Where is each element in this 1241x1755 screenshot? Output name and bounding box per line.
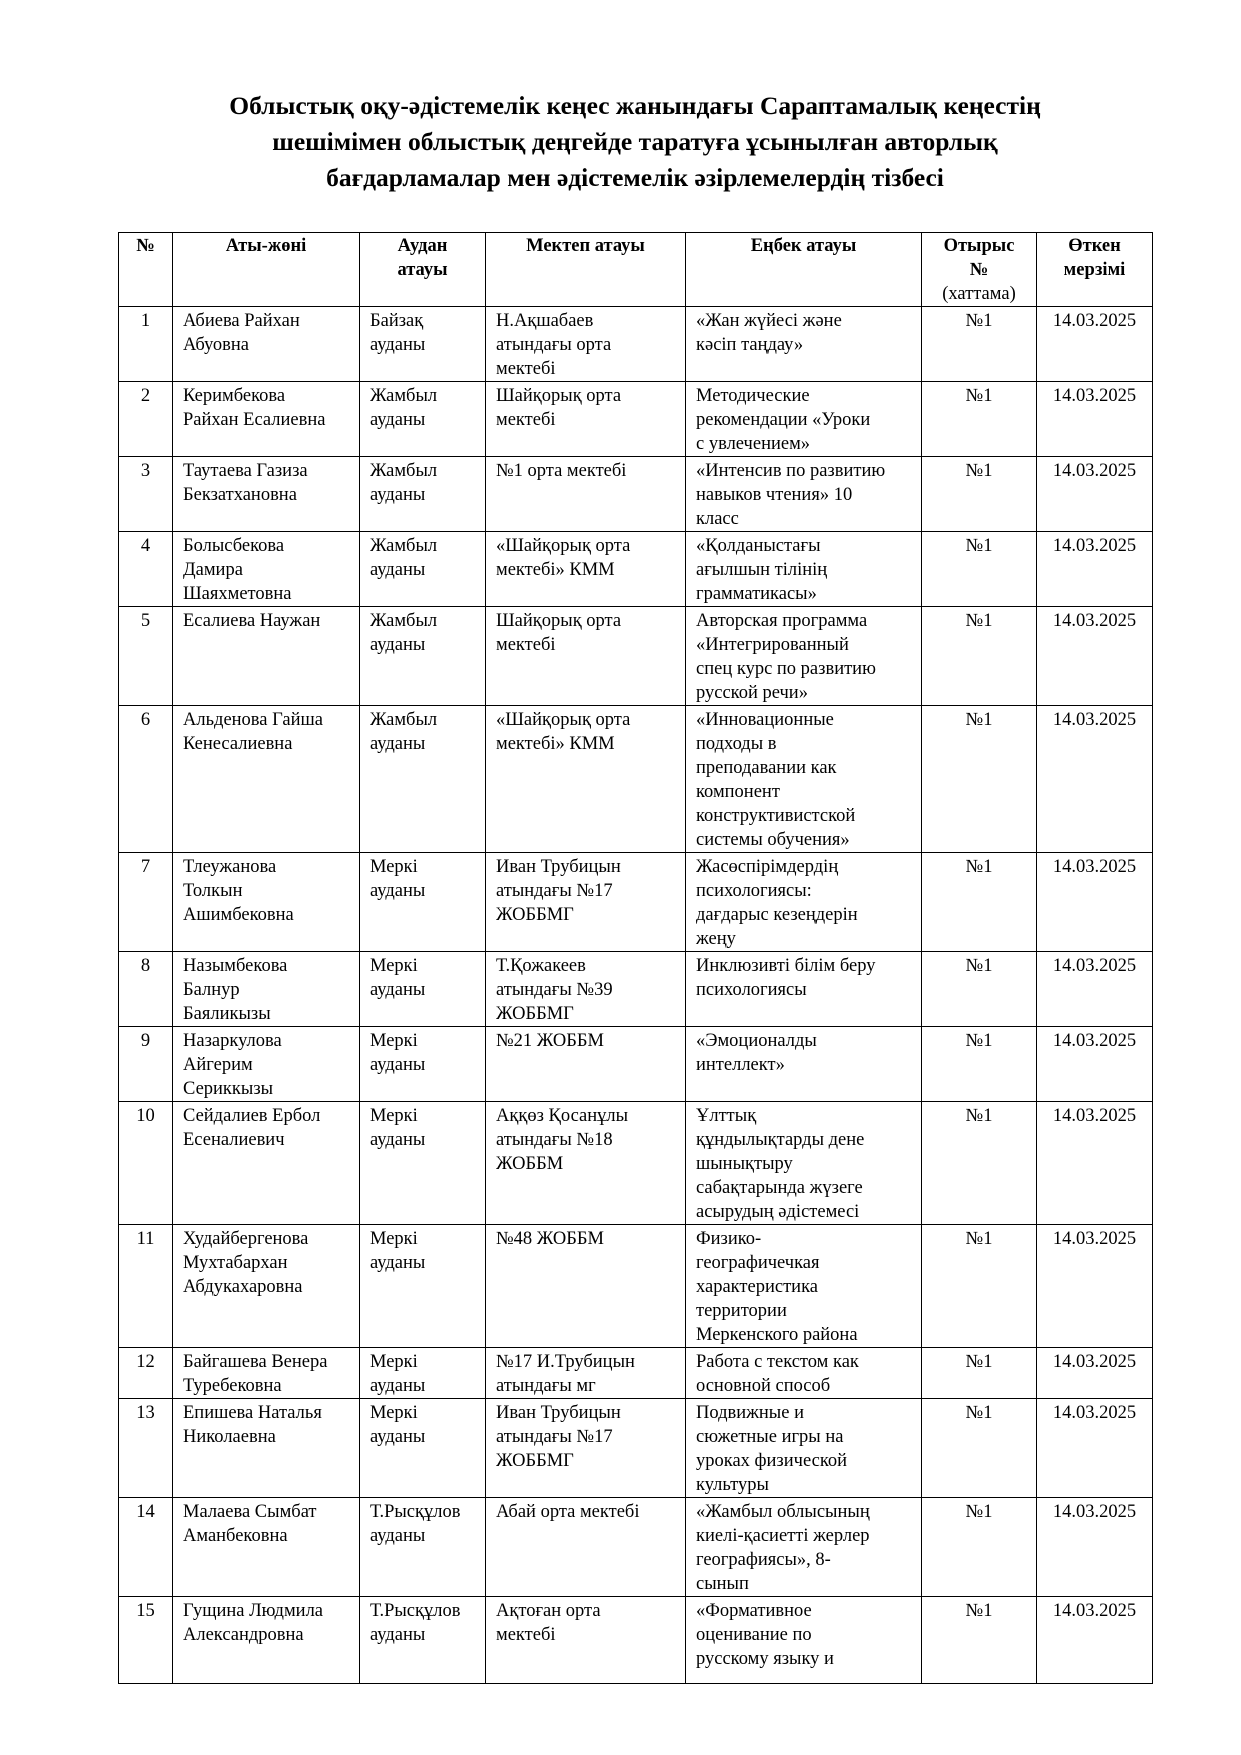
table-row	[119, 952, 1153, 1027]
cell-date: 14.03.2025	[1037, 853, 1153, 952]
header-date: Өткен мерзімі	[1037, 233, 1153, 307]
cell-num: 11	[119, 1225, 173, 1348]
cell-name: Малаева Сымбат Аманбековна	[173, 1498, 360, 1597]
cell-date: 14.03.2025	[1037, 1027, 1153, 1102]
table-body	[119, 307, 1153, 1684]
table-header-row	[119, 233, 1153, 307]
table-row	[119, 1027, 1153, 1102]
cell-date: 14.03.2025	[1037, 1102, 1153, 1225]
title-line-2: шешімімен облыстық деңгейде таратуға ұсынылған авторлық	[272, 127, 998, 156]
cell-protocol: №1	[922, 1498, 1037, 1597]
table-row	[119, 1597, 1153, 1684]
cell-school: №17 И.Трубицын атындағы мг	[486, 1348, 686, 1399]
cell-district: Меркі ауданы	[360, 1027, 486, 1102]
cell-school: Т.Қожакеев атындағы №39 ЖОББМГ	[486, 952, 686, 1027]
cell-protocol: №1	[922, 457, 1037, 532]
cell-num: 12	[119, 1348, 173, 1399]
cell-school: «Шайқорық орта мектебі» КММ	[486, 706, 686, 853]
cell-protocol: №1	[922, 607, 1037, 706]
cell-date: 14.03.2025	[1037, 952, 1153, 1027]
cell-date: 14.03.2025	[1037, 1498, 1153, 1597]
cell-protocol: №1	[922, 1102, 1037, 1225]
header-num: №	[119, 233, 173, 307]
cell-num: 1	[119, 307, 173, 382]
cell-name: Байгашева Венера Туребековна	[173, 1348, 360, 1399]
cell-date: 14.03.2025	[1037, 1225, 1153, 1348]
cell-date: 14.03.2025	[1037, 382, 1153, 457]
cell-name: Худайбергенова Мухтабархан Абдукахаровна	[173, 1225, 360, 1348]
cell-date: 14.03.2025	[1037, 532, 1153, 607]
table-row	[119, 307, 1153, 382]
cell-school: Иван Трубицын атындағы №17 ЖОББМГ	[486, 853, 686, 952]
cell-num: 2	[119, 382, 173, 457]
table-row	[119, 706, 1153, 853]
cell-name: Альденова Гайша Кенесалиевна	[173, 706, 360, 853]
header-district: Аудан атауы	[360, 233, 486, 307]
cell-num: 6	[119, 706, 173, 853]
cell-work: «Эмоционалды интеллект»	[686, 1027, 922, 1102]
cell-num: 15	[119, 1597, 173, 1684]
cell-district: Меркі ауданы	[360, 1102, 486, 1225]
cell-protocol: №1	[922, 1027, 1037, 1102]
cell-work: «Жан жүйесі және кәсіп таңдау»	[686, 307, 922, 382]
cell-name: Сейдалиев Ербол Есеналиевич	[173, 1102, 360, 1225]
cell-protocol: №1	[922, 952, 1037, 1027]
cell-name: Керимбекова Райхан Есалиевна	[173, 382, 360, 457]
cell-work: «Формативное оценивание по русскому языку и	[686, 1597, 922, 1684]
cell-school: «Шайқорық орта мектебі» КММ	[486, 532, 686, 607]
cell-district: Меркі ауданы	[360, 853, 486, 952]
cell-date: 14.03.2025	[1037, 706, 1153, 853]
cell-school: Иван Трубицын атындағы №17 ЖОББМГ	[486, 1399, 686, 1498]
cell-district: Жамбыл ауданы	[360, 706, 486, 853]
cell-work: Физико- географичечкая характеристика территории Меркенского района	[686, 1225, 922, 1348]
cell-name: Назымбекова Балнур Баяликызы	[173, 952, 360, 1027]
cell-district: Меркі ауданы	[360, 1348, 486, 1399]
cell-work: Методические рекомендации «Уроки с увлечением»	[686, 382, 922, 457]
cell-district: Т.Рысқұлов ауданы	[360, 1498, 486, 1597]
cell-work: «Интенсив по развитию навыков чтения» 10 класс	[686, 457, 922, 532]
cell-date: 14.03.2025	[1037, 1348, 1153, 1399]
cell-date: 14.03.2025	[1037, 307, 1153, 382]
cell-school: Аққөз Қосанұлы атындағы №18 ЖОББМ	[486, 1102, 686, 1225]
table-row	[119, 853, 1153, 952]
cell-num: 10	[119, 1102, 173, 1225]
cell-protocol: №1	[922, 1597, 1037, 1684]
cell-school: Шайқорық орта мектебі	[486, 382, 686, 457]
cell-school: №1 орта мектебі	[486, 457, 686, 532]
cell-district: Т.Рысқұлов ауданы	[360, 1597, 486, 1684]
cell-district: Байзақ ауданы	[360, 307, 486, 382]
cell-name: Абиева Райхан Абуовна	[173, 307, 360, 382]
header-protocol: Отырыс № (хаттама)	[922, 233, 1037, 307]
table-row	[119, 532, 1153, 607]
cell-school: №48 ЖОББМ	[486, 1225, 686, 1348]
cell-work: «Инновационные подходы в преподавании как компонент конструктивистской системы обучения»	[686, 706, 922, 853]
cell-school: Ақтоған орта мектебі	[486, 1597, 686, 1684]
cell-name: Есалиева Наужан	[173, 607, 360, 706]
cell-protocol: №1	[922, 706, 1037, 853]
cell-district: Жамбыл ауданы	[360, 607, 486, 706]
cell-school: Абай орта мектебі	[486, 1498, 686, 1597]
cell-work: «Жамбыл облысының киелі-қасиетті жерлер географиясы», 8- сынып	[686, 1498, 922, 1597]
cell-num: 3	[119, 457, 173, 532]
cell-work: Авторская программа «Интегрированный спец курс по развитию русской речи»	[686, 607, 922, 706]
cell-date: 14.03.2025	[1037, 457, 1153, 532]
header-work: Еңбек атауы	[686, 233, 922, 307]
cell-name: Таутаева Газиза Бекзатхановна	[173, 457, 360, 532]
cell-work: Инклюзивті білім беру психологиясы	[686, 952, 922, 1027]
works-table	[118, 232, 1153, 1684]
cell-date: 14.03.2025	[1037, 1399, 1153, 1498]
cell-school: Шайқорық орта мектебі	[486, 607, 686, 706]
cell-work: «Қолданыстағы ағылшын тілінің грамматикасы»	[686, 532, 922, 607]
cell-protocol: №1	[922, 307, 1037, 382]
cell-work: Жасөспірімдердің психологиясы: дағдарыс кезеңдерін жеңу	[686, 853, 922, 952]
cell-protocol: №1	[922, 1225, 1037, 1348]
cell-district: Жамбыл ауданы	[360, 532, 486, 607]
table-row	[119, 607, 1153, 706]
table-row	[119, 1102, 1153, 1225]
table-row	[119, 1348, 1153, 1399]
cell-num: 7	[119, 853, 173, 952]
title-line-3: бағдарламалар мен әдістемелік әзірлемелердің тізбесі	[326, 163, 944, 192]
cell-district: Меркі ауданы	[360, 952, 486, 1027]
cell-protocol: №1	[922, 853, 1037, 952]
cell-num: 5	[119, 607, 173, 706]
cell-name: Тлеужанова Толкын Ашимбековна	[173, 853, 360, 952]
cell-num: 14	[119, 1498, 173, 1597]
table-row	[119, 1498, 1153, 1597]
table-row	[119, 382, 1153, 457]
cell-num: 9	[119, 1027, 173, 1102]
table-row	[119, 457, 1153, 532]
cell-work: Подвижные и сюжетные игры на уроках физической культуры	[686, 1399, 922, 1498]
cell-name: Гущина Людмила Александровна	[173, 1597, 360, 1684]
cell-name: Болысбекова Дамира Шаяхметовна	[173, 532, 360, 607]
cell-school: №21 ЖОББМ	[486, 1027, 686, 1102]
cell-protocol: №1	[922, 1399, 1037, 1498]
cell-protocol: №1	[922, 382, 1037, 457]
cell-work: Работа с текстом как основной способ	[686, 1348, 922, 1399]
table-row	[119, 1399, 1153, 1498]
header-name: Аты-жөні	[173, 233, 360, 307]
document-title	[118, 88, 1152, 196]
header-protocol-sub: (хаттама)	[942, 284, 1016, 304]
title-line-1: Облыстық оқу-әдістемелік кеңес жанындағы Сараптамалық кеңестің	[229, 91, 1041, 120]
cell-date: 14.03.2025	[1037, 607, 1153, 706]
cell-district: Жамбыл ауданы	[360, 457, 486, 532]
cell-work: Ұлттық құндылықтарды дене шынықтыру сабақтарында жүзеге асырудың әдістемесі	[686, 1102, 922, 1225]
cell-district: Меркі ауданы	[360, 1399, 486, 1498]
cell-protocol: №1	[922, 1348, 1037, 1399]
cell-protocol: №1	[922, 532, 1037, 607]
cell-name: Назаркулова Айгерим Сериккызы	[173, 1027, 360, 1102]
cell-date: 14.03.2025	[1037, 1597, 1153, 1684]
cell-district: Жамбыл ауданы	[360, 382, 486, 457]
cell-num: 4	[119, 532, 173, 607]
cell-name: Епишева Наталья Николаевна	[173, 1399, 360, 1498]
cell-num: 13	[119, 1399, 173, 1498]
header-school: Мектеп атауы	[486, 233, 686, 307]
cell-district: Меркі ауданы	[360, 1225, 486, 1348]
cell-num: 8	[119, 952, 173, 1027]
table-row	[119, 1225, 1153, 1348]
cell-school: Н.Ақшабаев атындағы орта мектебі	[486, 307, 686, 382]
